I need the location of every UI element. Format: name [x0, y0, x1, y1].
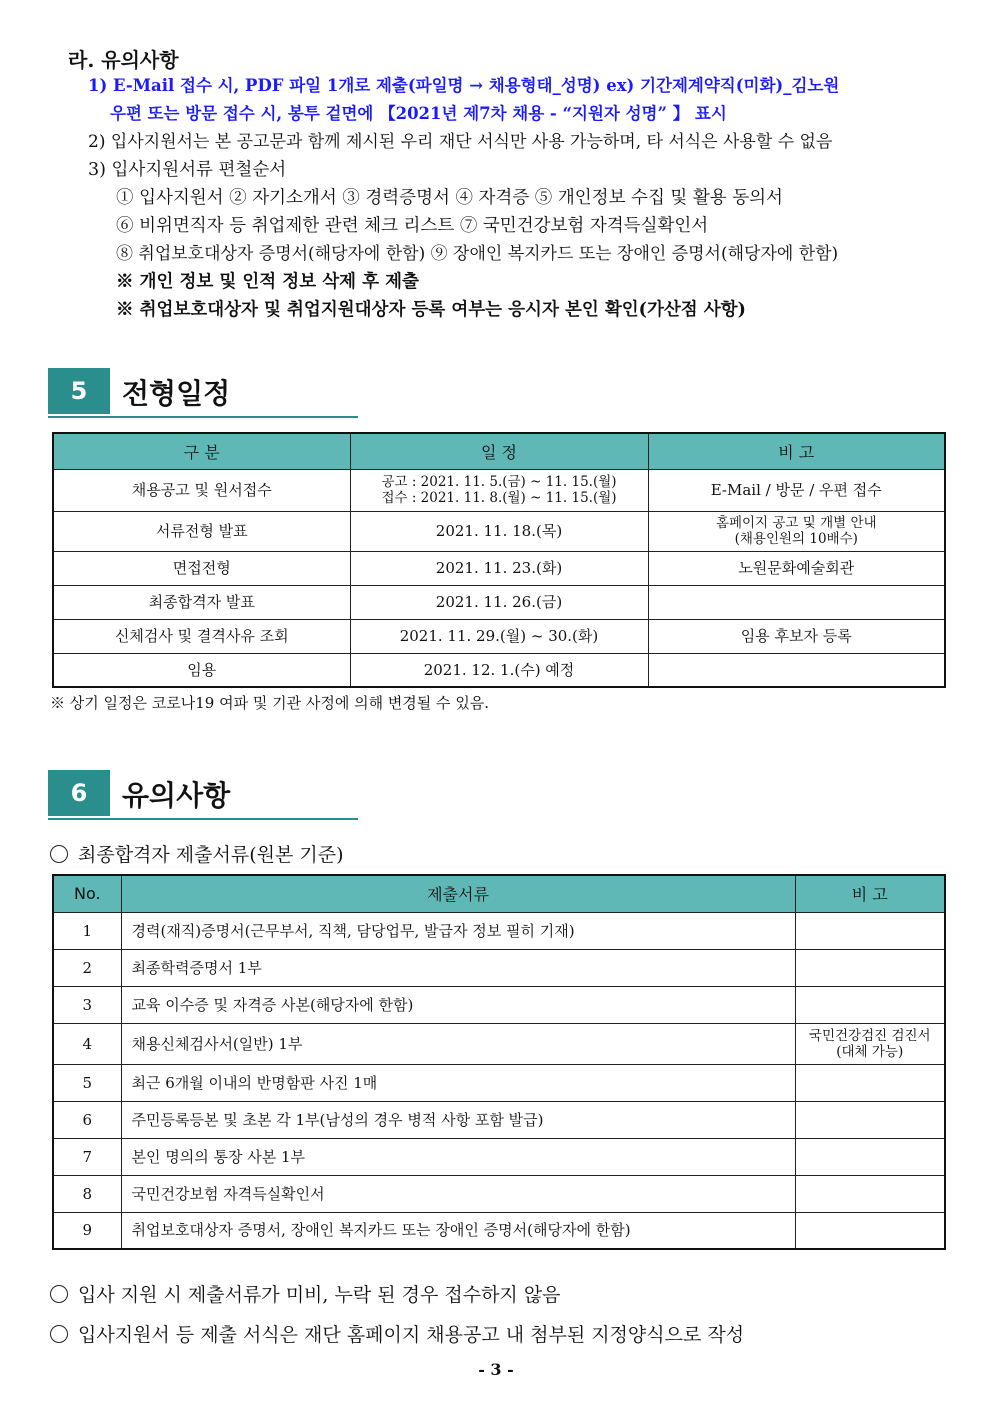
warning-2: ※ 취업보호대상자 및 취업지원대상자 등록 여부는 응시자 본인 확인(가산점 사항): [116, 300, 746, 320]
section5-number: 5: [48, 368, 110, 414]
doc-name: 경력(재직)증명서(근무부서, 직책, 담당업무, 발급자 정보 필히 기재): [121, 912, 795, 949]
table-row: [53, 511, 945, 551]
schedule-header-row: [53, 433, 945, 469]
doc-name: 본인 명의의 통장 사본 1부: [121, 1138, 795, 1175]
doc-name: 최근 6개월 이내의 반명함판 사진 1매: [121, 1064, 795, 1101]
doc-note: [795, 1212, 945, 1249]
table-row: [53, 949, 945, 986]
bullet-form-format: [50, 1320, 744, 1347]
schedule-note-line1: 홈페이지 공고 및 개별 안내: [715, 515, 877, 531]
schedule-label: 채용공고 및 원서접수: [53, 469, 350, 511]
schedule-date: 2021. 11. 26.(금): [350, 585, 648, 619]
table-row: [53, 619, 945, 653]
section5-underline: [48, 416, 358, 418]
documents-table: [52, 874, 946, 1250]
schedule-header-note: 비 고: [648, 433, 945, 469]
schedule-date: 2021. 12. 1.(수) 예정: [350, 653, 648, 687]
documents-header-doc: 제출서류: [121, 875, 795, 912]
documents-header-no: No.: [53, 875, 121, 912]
table-row: [53, 986, 945, 1023]
schedule-header-category: 구 분: [53, 433, 350, 469]
doc-no: 7: [53, 1138, 121, 1175]
schedule-note: E-Mail / 방문 / 우편 접수: [648, 469, 945, 511]
table-row: [53, 551, 945, 585]
schedule-header-date: 일 정: [350, 433, 648, 469]
doc-name: 주민등록등본 및 초본 각 1부(남성의 경우 병적 사항 포함 발급): [121, 1101, 795, 1138]
table-row: [53, 469, 945, 511]
notes-item2: 2) 입사지원서는 본 공고문과 함께 제시된 우리 재단 서식만 사용 가능하며, 타 서식은 사용할 수 없음: [88, 132, 833, 152]
warning-1: ※ 개인 정보 및 인적 정보 삭제 후 제출: [116, 272, 419, 292]
doc-no: 5: [53, 1064, 121, 1101]
schedule-date-line1: 공고 : 2021. 11. 5.(금) ~ 11. 15.(월): [381, 474, 617, 490]
circle-bullet-icon: [50, 1325, 68, 1343]
order-line-2: ⑥ 비위면직자 등 취업제한 관련 체크 리스트 ⑦ 국민건강보험 자격득실확인서: [116, 216, 709, 236]
table-row: [53, 653, 945, 687]
circle-bullet-icon: [50, 845, 68, 863]
doc-no: 8: [53, 1175, 121, 1212]
schedule-note: 임용 후보자 등록: [648, 619, 945, 653]
table-row: [53, 585, 945, 619]
notes-item1-line1: 1) E-Mail 접수 시, PDF 파일 1개로 제출(파일명 → 채용형태_성명) ex) 기간제계약직(미화)_김노원: [88, 76, 840, 95]
schedule-label: 신체검사 및 결격사유 조회: [53, 619, 350, 653]
schedule-date: [350, 469, 648, 511]
table-row: [53, 1023, 945, 1064]
notes-item3: 3) 입사지원서류 편철순서: [88, 160, 287, 180]
doc-note: [795, 1101, 945, 1138]
doc-note: [795, 1064, 945, 1101]
table-row: [53, 1138, 945, 1175]
schedule-label: 서류전형 발표: [53, 511, 350, 551]
doc-no: 1: [53, 912, 121, 949]
doc-no: 9: [53, 1212, 121, 1249]
schedule-note: [648, 585, 945, 619]
section6-underline: [48, 818, 358, 820]
doc-name: 국민건강보험 자격득실확인서: [121, 1175, 795, 1212]
section6-title: 유의사항: [122, 779, 231, 812]
doc-no: 6: [53, 1101, 121, 1138]
section6-subtitle-text: 최종합격자 제출서류(원본 기준): [78, 844, 344, 866]
schedule-footnote: ※ 상기 일정은 코로나19 여파 및 기관 사정에 의해 변경될 수 있음.: [50, 694, 490, 712]
doc-note: [795, 949, 945, 986]
doc-note-line2: (대체 가능): [836, 1043, 904, 1060]
schedule-note: [648, 511, 945, 551]
doc-note: [795, 1023, 945, 1064]
schedule-date: 2021. 11. 18.(목): [350, 511, 648, 551]
section6-number: 6: [48, 770, 110, 816]
schedule-date: 2021. 11. 23.(화): [350, 551, 648, 585]
bullet-incomplete-docs-text: 입사 지원 시 제출서류가 미비, 누락 된 경우 접수하지 않음: [78, 1284, 561, 1306]
page-number: - 3 -: [478, 1360, 514, 1379]
schedule-note-line2: (채용인원의 10배수): [734, 531, 858, 547]
documents-header-note: 비 고: [795, 875, 945, 912]
doc-no: 4: [53, 1023, 121, 1064]
section5-title: 전형일정: [122, 377, 231, 410]
doc-note: [795, 1138, 945, 1175]
doc-note-line1: 국민건강검진 검진서: [808, 1027, 931, 1044]
schedule-date: 2021. 11. 29.(월) ~ 30.(화): [350, 619, 648, 653]
table-row: [53, 1175, 945, 1212]
bullet-incomplete-docs: [50, 1280, 561, 1307]
table-row: [53, 1101, 945, 1138]
doc-no: 3: [53, 986, 121, 1023]
schedule-table: [52, 432, 946, 688]
schedule-note: 노원문화예술회관: [648, 551, 945, 585]
schedule-date-line2: 접수 : 2021. 11. 8.(월) ~ 11. 15.(월): [381, 490, 617, 506]
doc-note: [795, 986, 945, 1023]
bullet-form-format-text: 입사지원서 등 제출 서식은 재단 홈페이지 채용공고 내 첨부된 지정양식으로 작성: [78, 1324, 745, 1346]
table-row: [53, 1212, 945, 1249]
order-line-3: ⑧ 취업보호대상자 증명서(해당자에 한함) ⑨ 장애인 복지카드 또는 장애인 증명서(해당자에 한함): [116, 244, 839, 264]
doc-name: 채용신체검사서(일반) 1부: [121, 1023, 795, 1064]
doc-name: 최종학력증명서 1부: [121, 949, 795, 986]
table-row: [53, 1064, 945, 1101]
documents-header-row: [53, 875, 945, 912]
doc-name: 교육 이수증 및 자격증 사본(해당자에 한함): [121, 986, 795, 1023]
order-line-1: ① 입사지원서 ② 자기소개서 ③ 경력증명서 ④ 자격증 ⑤ 개인정보 수집 및 활용 동의서: [116, 188, 783, 208]
notes-title: 라. 유의사항: [68, 48, 179, 72]
schedule-label: 임용: [53, 653, 350, 687]
schedule-note: [648, 653, 945, 687]
doc-no: 2: [53, 949, 121, 986]
doc-note: [795, 912, 945, 949]
notes-item1-line2: 우편 또는 방문 접수 시, 봉투 겉면에 【2021년 제7차 채용 - “지원자 성명” 】 표시: [110, 104, 727, 123]
table-row: [53, 912, 945, 949]
section6-subtitle: [50, 840, 344, 867]
doc-name: 취업보호대상자 증명서, 장애인 복지카드 또는 장애인 증명서(해당자에 한함): [121, 1212, 795, 1249]
schedule-label: 면접전형: [53, 551, 350, 585]
schedule-label: 최종합격자 발표: [53, 585, 350, 619]
circle-bullet-icon: [50, 1285, 68, 1303]
doc-note: [795, 1175, 945, 1212]
